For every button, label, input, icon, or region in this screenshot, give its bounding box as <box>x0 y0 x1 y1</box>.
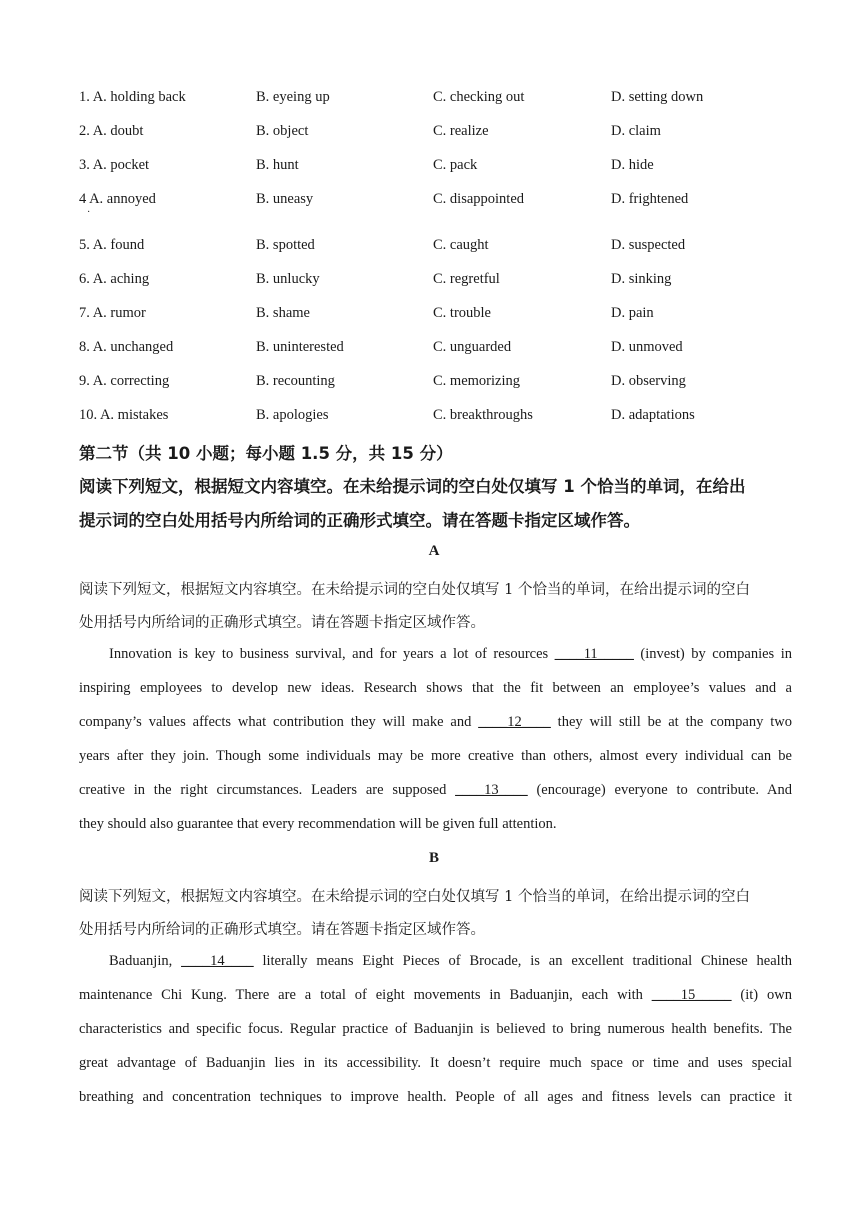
section-instruction-1: 阅读下列短文，根据短文内容填空。在未给提示词的空白处仅填写 1 个恰当的单词，在给出 <box>79 477 746 496</box>
option-b: B. uneasy <box>256 191 314 207</box>
option-row <box>79 237 799 257</box>
option-a: 4 A. annoyed <box>79 191 156 207</box>
option-c: C. breakthroughs <box>433 407 533 423</box>
passage-b-line-4: great advantage of Baduanjin lies in its accessibility. It doesn’t require much space or time and uses special <box>79 1055 792 1071</box>
blank-15: ____15_____ <box>651 987 732 1003</box>
section-title: 第二节（共 10 小题；每小题 1.5 分，共 15 分） <box>79 444 453 463</box>
blank-13: ____13____ <box>455 782 528 798</box>
text: literally means Eight Pieces of Brocade, is an excellent traditional Chinese health <box>253 953 792 969</box>
option-c: C. unguarded <box>433 339 512 355</box>
text: Baduanjin, <box>109 953 182 969</box>
option-a: 3. A. pocket <box>79 157 150 173</box>
option-row <box>79 373 799 393</box>
option-c: C. checking out <box>433 89 525 105</box>
option-a: 7. A. rumor <box>79 305 146 321</box>
passage-a-line-6: they should also guarantee that every recommendation will be given full attention. <box>79 816 557 832</box>
option-b: B. hunt <box>256 157 299 173</box>
option-a: 10. A. mistakes <box>79 407 169 423</box>
text: they will still be at the company two <box>550 714 793 730</box>
option-row <box>79 191 799 211</box>
option-a: 9. A. correcting <box>79 373 170 389</box>
option-row <box>79 407 799 427</box>
passage-a-line-5 <box>79 782 792 799</box>
text: company’s values affects what contribution they will make and <box>79 714 479 730</box>
option-d: D. adaptations <box>611 407 695 423</box>
option-row <box>79 339 799 359</box>
option-b: B. recounting <box>256 373 335 389</box>
option-row <box>79 271 799 291</box>
text: maintenance Chi Kung. There are a total of eight movements in Baduanjin, each with <box>79 987 652 1003</box>
passage-a-instruction-1: 阅读下列短文，根据短文内容填空。在未给提示词的空白处仅填写 1 个恰当的单词，在给出提示词的空白 <box>79 582 750 598</box>
option-d: D. pain <box>611 305 654 321</box>
section-instruction-2: 提示词的空白处用括号内所给词的正确形式填空。请在答题卡指定区域作答。 <box>79 511 640 530</box>
option-b: B. apologies <box>256 407 329 423</box>
option-d: D. frightened <box>611 191 689 207</box>
passage-a-line-1 <box>79 646 792 663</box>
passage-a-instruction-2: 处用括号内所给词的正确形式填空。请在答题卡指定区域作答。 <box>79 615 485 631</box>
option-d: D. unmoved <box>611 339 683 355</box>
passage-b-line-1 <box>79 953 792 970</box>
text: (encourage) everyone to contribute. And <box>527 782 792 798</box>
option-c: C. caught <box>433 237 489 253</box>
text: creative in the right circumstances. Leaders are supposed <box>79 782 456 798</box>
option-d: D. setting down <box>611 89 704 105</box>
option-d: D. sinking <box>611 271 672 287</box>
option-b: B. shame <box>256 305 310 321</box>
option-d: D. suspected <box>611 237 686 253</box>
option-c: C. trouble <box>433 305 491 321</box>
text: (invest) by companies in <box>633 646 792 662</box>
option-b: B. object <box>256 123 309 139</box>
option-c: C. memorizing <box>433 373 520 389</box>
option-a: 8. A. unchanged <box>79 339 174 355</box>
option-b: B. unlucky <box>256 271 320 287</box>
option-row <box>79 305 799 325</box>
text: (it) own <box>731 987 793 1003</box>
passage-b-line-3: characteristics and specific focus. Regular practice of Baduanjin is believed to bring numerous health benefits. The <box>79 1021 792 1037</box>
option-c: C. pack <box>433 157 478 173</box>
passage-a-line-2: inspiring employees to develop new ideas. Research shows that the fit between an employee’s values and a <box>79 680 792 696</box>
option-a: 2. A. doubt <box>79 123 144 139</box>
option-d: D. claim <box>611 123 661 139</box>
passage-a-line-3 <box>79 714 792 731</box>
option-c: C. regretful <box>433 271 500 287</box>
option-b: B. uninterested <box>256 339 344 355</box>
option-row <box>79 123 799 143</box>
option-d: D. hide <box>611 157 654 173</box>
passage-b-instruction-1: 阅读下列短文，根据短文内容填空。在未给提示词的空白处仅填写 1 个恰当的单词，在给出提示词的空白 <box>79 889 750 905</box>
option-c: C. realize <box>433 123 489 139</box>
passage-a-heading: A <box>428 543 440 559</box>
stray-dot: · <box>87 207 91 218</box>
passage-b-heading: B <box>428 850 439 866</box>
passage-b-instruction-2: 处用括号内所给词的正确形式填空。请在答题卡指定区域作答。 <box>79 922 485 938</box>
option-d: D. observing <box>611 373 686 389</box>
passage-a-line-4: years after they join. Though some individuals may be more creative than others, almost every individual can be <box>79 748 792 764</box>
blank-11: ____11_____ <box>554 646 634 662</box>
option-b: B. eyeing up <box>256 89 330 105</box>
option-a: 1. A. holding back <box>79 89 186 105</box>
option-b: B. spotted <box>256 237 315 253</box>
option-a: 5. A. found <box>79 237 145 253</box>
option-row <box>79 157 799 177</box>
option-a: 6. A. aching <box>79 271 150 287</box>
blank-14: ____14____ <box>181 953 254 969</box>
option-c: C. disappointed <box>433 191 525 207</box>
passage-b-line-2 <box>79 987 792 1004</box>
blank-12: ____12____ <box>478 714 551 730</box>
option-row <box>79 89 799 109</box>
passage-b-line-5: breathing and concentration techniques to improve health. People of all ages and fitness levels can practice it <box>79 1089 792 1105</box>
text: Innovation is key to business survival, and for years a lot of resources <box>109 646 555 662</box>
